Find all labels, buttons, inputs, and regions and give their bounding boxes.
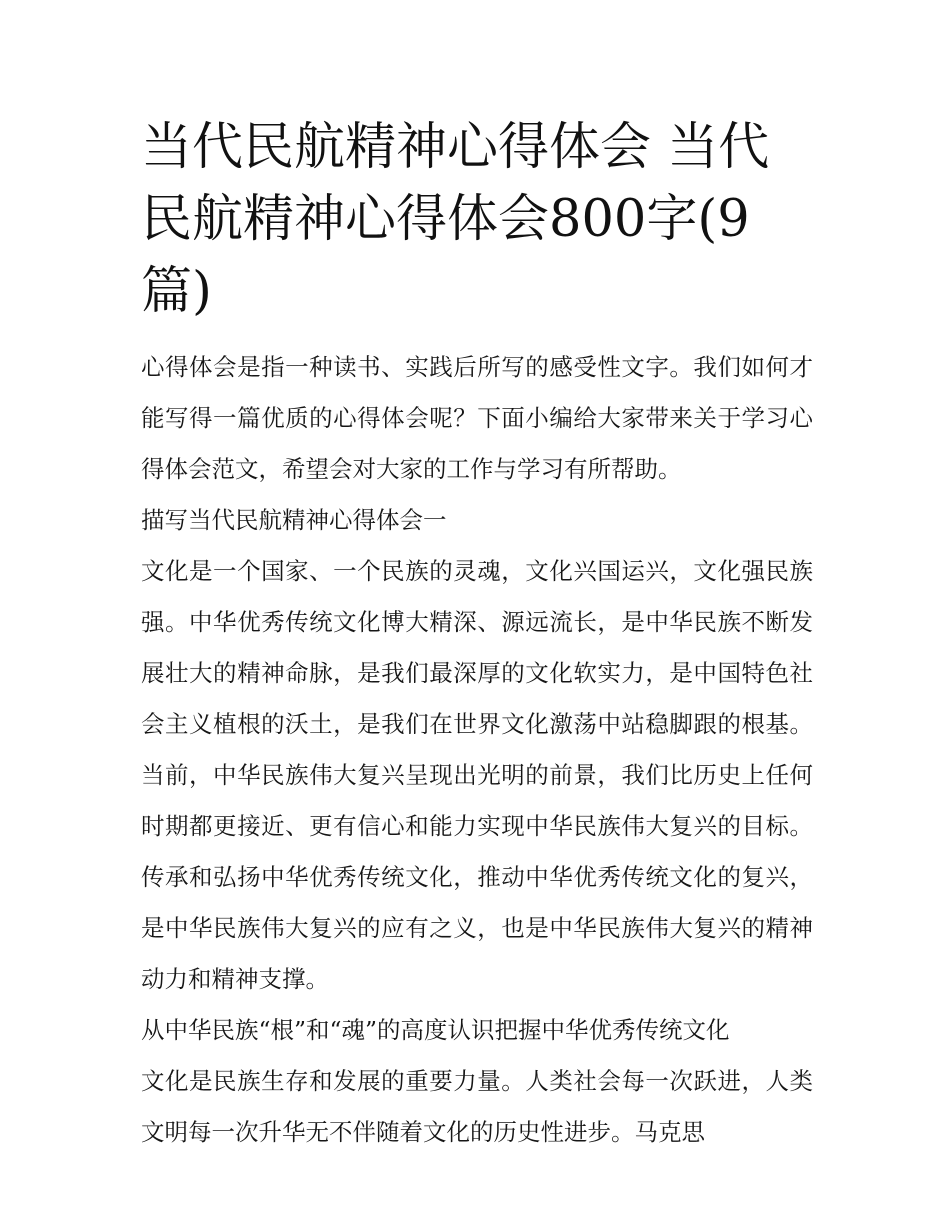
intro-paragraph: 心得体会是指一种读书、实践后所写的感受性文字。我们如何才能写得一篇优质的心得体会呢？下面小编给大家带来关于学习心得体会范文，希望会对大家的工作与学习有所帮助。 [141,353,813,483]
body-paragraph: 文化是民族生存和发展的重要力量。人类社会每一次跃进，人类文明每一次升华无不伴随着文化的历史性进步。马克思 [141,1067,813,1146]
body-paragraph: 文化是一个国家、一个民族的灵魂，文化兴国运兴，文化强民族强。中华优秀传统文化博大精深、源远流长，是中华民族不断发展壮大的精神命脉，是我们最深厚的文化软实力，是中国特色社会主义植根的沃土，是我们在世界文化激荡中站稳脚跟的根基。当前，中华民族伟大复兴呈现出光明的前景，我们比历史上任何时期都更接近、更有信心和能力实现中华民族伟大复兴的目标。传承和弘扬中华优秀传统文化，推动中华优秀传统文化的复兴，是中华民族伟大复兴的应有之义，也是中华民族伟大复兴的精神动力和精神支撑。 [141,557,813,993]
document-content [141,112,813,1158]
section-heading: 描写当代民航精神心得体会一 [141,506,447,534]
subheading-paragraph: 从中华民族“根”和“魂”的高度认识把握中华优秀传统文化 [141,1016,730,1044]
document-title: 当代民航精神心得体会 当代民航精神心得体会800字(9篇) [141,118,770,321]
